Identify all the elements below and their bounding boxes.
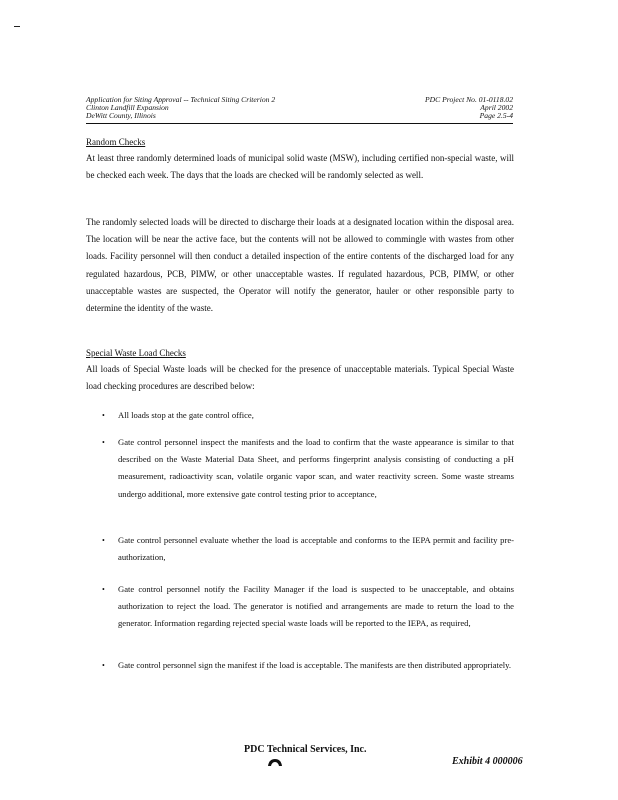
header-date: April 2002 (480, 103, 513, 113)
header-document-title: Application for Siting Approval -- Technical Siting Criterion 2 (86, 95, 276, 104)
random-checks-paragraph-1: At least three randomly determined loads of municipal solid waste (MSW), including certified non-special waste, will be checked each week. The days that the loads are checked will be randomly selected as well. (86, 153, 514, 181)
header-project-number: PDC Project No. 01-0118.02 (425, 95, 513, 104)
list-item-text: Gate control personnel sign the manifest if the load is acceptable. The manifests are then distributed appropriately. (118, 660, 512, 670)
random-checks-paragraph-2: The randomly selected loads will be directed to discharge their loads at a designated location within the disposal area. The location will be near the active face, but the contents will not be allowed to commingle with wastes from other loads. Facility personnel will then conduct a detailed inspection of the entire contents of the discharged load for any regulated hazardous, PCB, PIMW, or other unacceptable wastes. If regulated hazardous, PCB, PIMW, or other unacceptable wastes are suspected, the Operator will notify the generator, hauler or other responsible party to determine the identity of the waste. (86, 217, 514, 314)
bullet-icon: • (102, 536, 105, 545)
list-item (86, 657, 514, 674)
bullet-icon: • (102, 411, 105, 420)
special-waste-intro: All loads of Special Waste loads will be checked for the presence of unacceptable materials. Typical Special Waste load checking procedures are described below: (86, 364, 514, 392)
pdc-logo-icon (267, 758, 283, 766)
list-item (86, 532, 514, 566)
list-item-text: All loads stop at the gate control office, (118, 410, 254, 420)
list-item (86, 407, 514, 424)
header-project-name: Clinton Landfill Expansion (86, 103, 169, 113)
scan-mark (14, 26, 20, 27)
header-page-number: Page 2.5-4 (479, 111, 513, 121)
list-item-text: Gate control personnel notify the Facility Manager if the load is suspected to be unacceptable, and obtains authorization to reject the load. The generator is notified and arrangements are made to return the load to the generator. Information regarding rejected special waste loads will be reported to the IEPA, as required, (118, 584, 514, 629)
bullet-icon: • (102, 438, 105, 447)
random-checks-heading: Random Checks (86, 137, 146, 147)
list-item (86, 581, 514, 633)
special-waste-heading: Special Waste Load Checks (86, 348, 186, 358)
list-item-text: Gate control personnel evaluate whether the load is acceptable and conforms to the IEPA permit and facility pre-authorization, (118, 535, 514, 563)
bullet-icon: • (102, 585, 105, 594)
header-right (425, 96, 513, 121)
exhibit-number: Exhibit 4 000006 (452, 756, 523, 767)
header-location: DeWitt County, Illinois (86, 111, 156, 121)
header-left (86, 96, 275, 121)
footer-company-name: PDC Technical Services, Inc. (244, 744, 367, 755)
list-item-text: Gate control personnel inspect the manifests and the load to confirm that the waste appearance is similar to that described on the Waste Material Data Sheet, and performs fingerprint analysis consisting of conducting a pH measurement, radioactivity scan, volatile organic vapor scan, and water reactivity screen. Some waste streams undergo additional, more extensive gate control testing prior to acceptance, (118, 437, 514, 499)
page-header (86, 96, 513, 124)
list-item (86, 434, 514, 503)
bullet-icon: • (102, 661, 105, 670)
